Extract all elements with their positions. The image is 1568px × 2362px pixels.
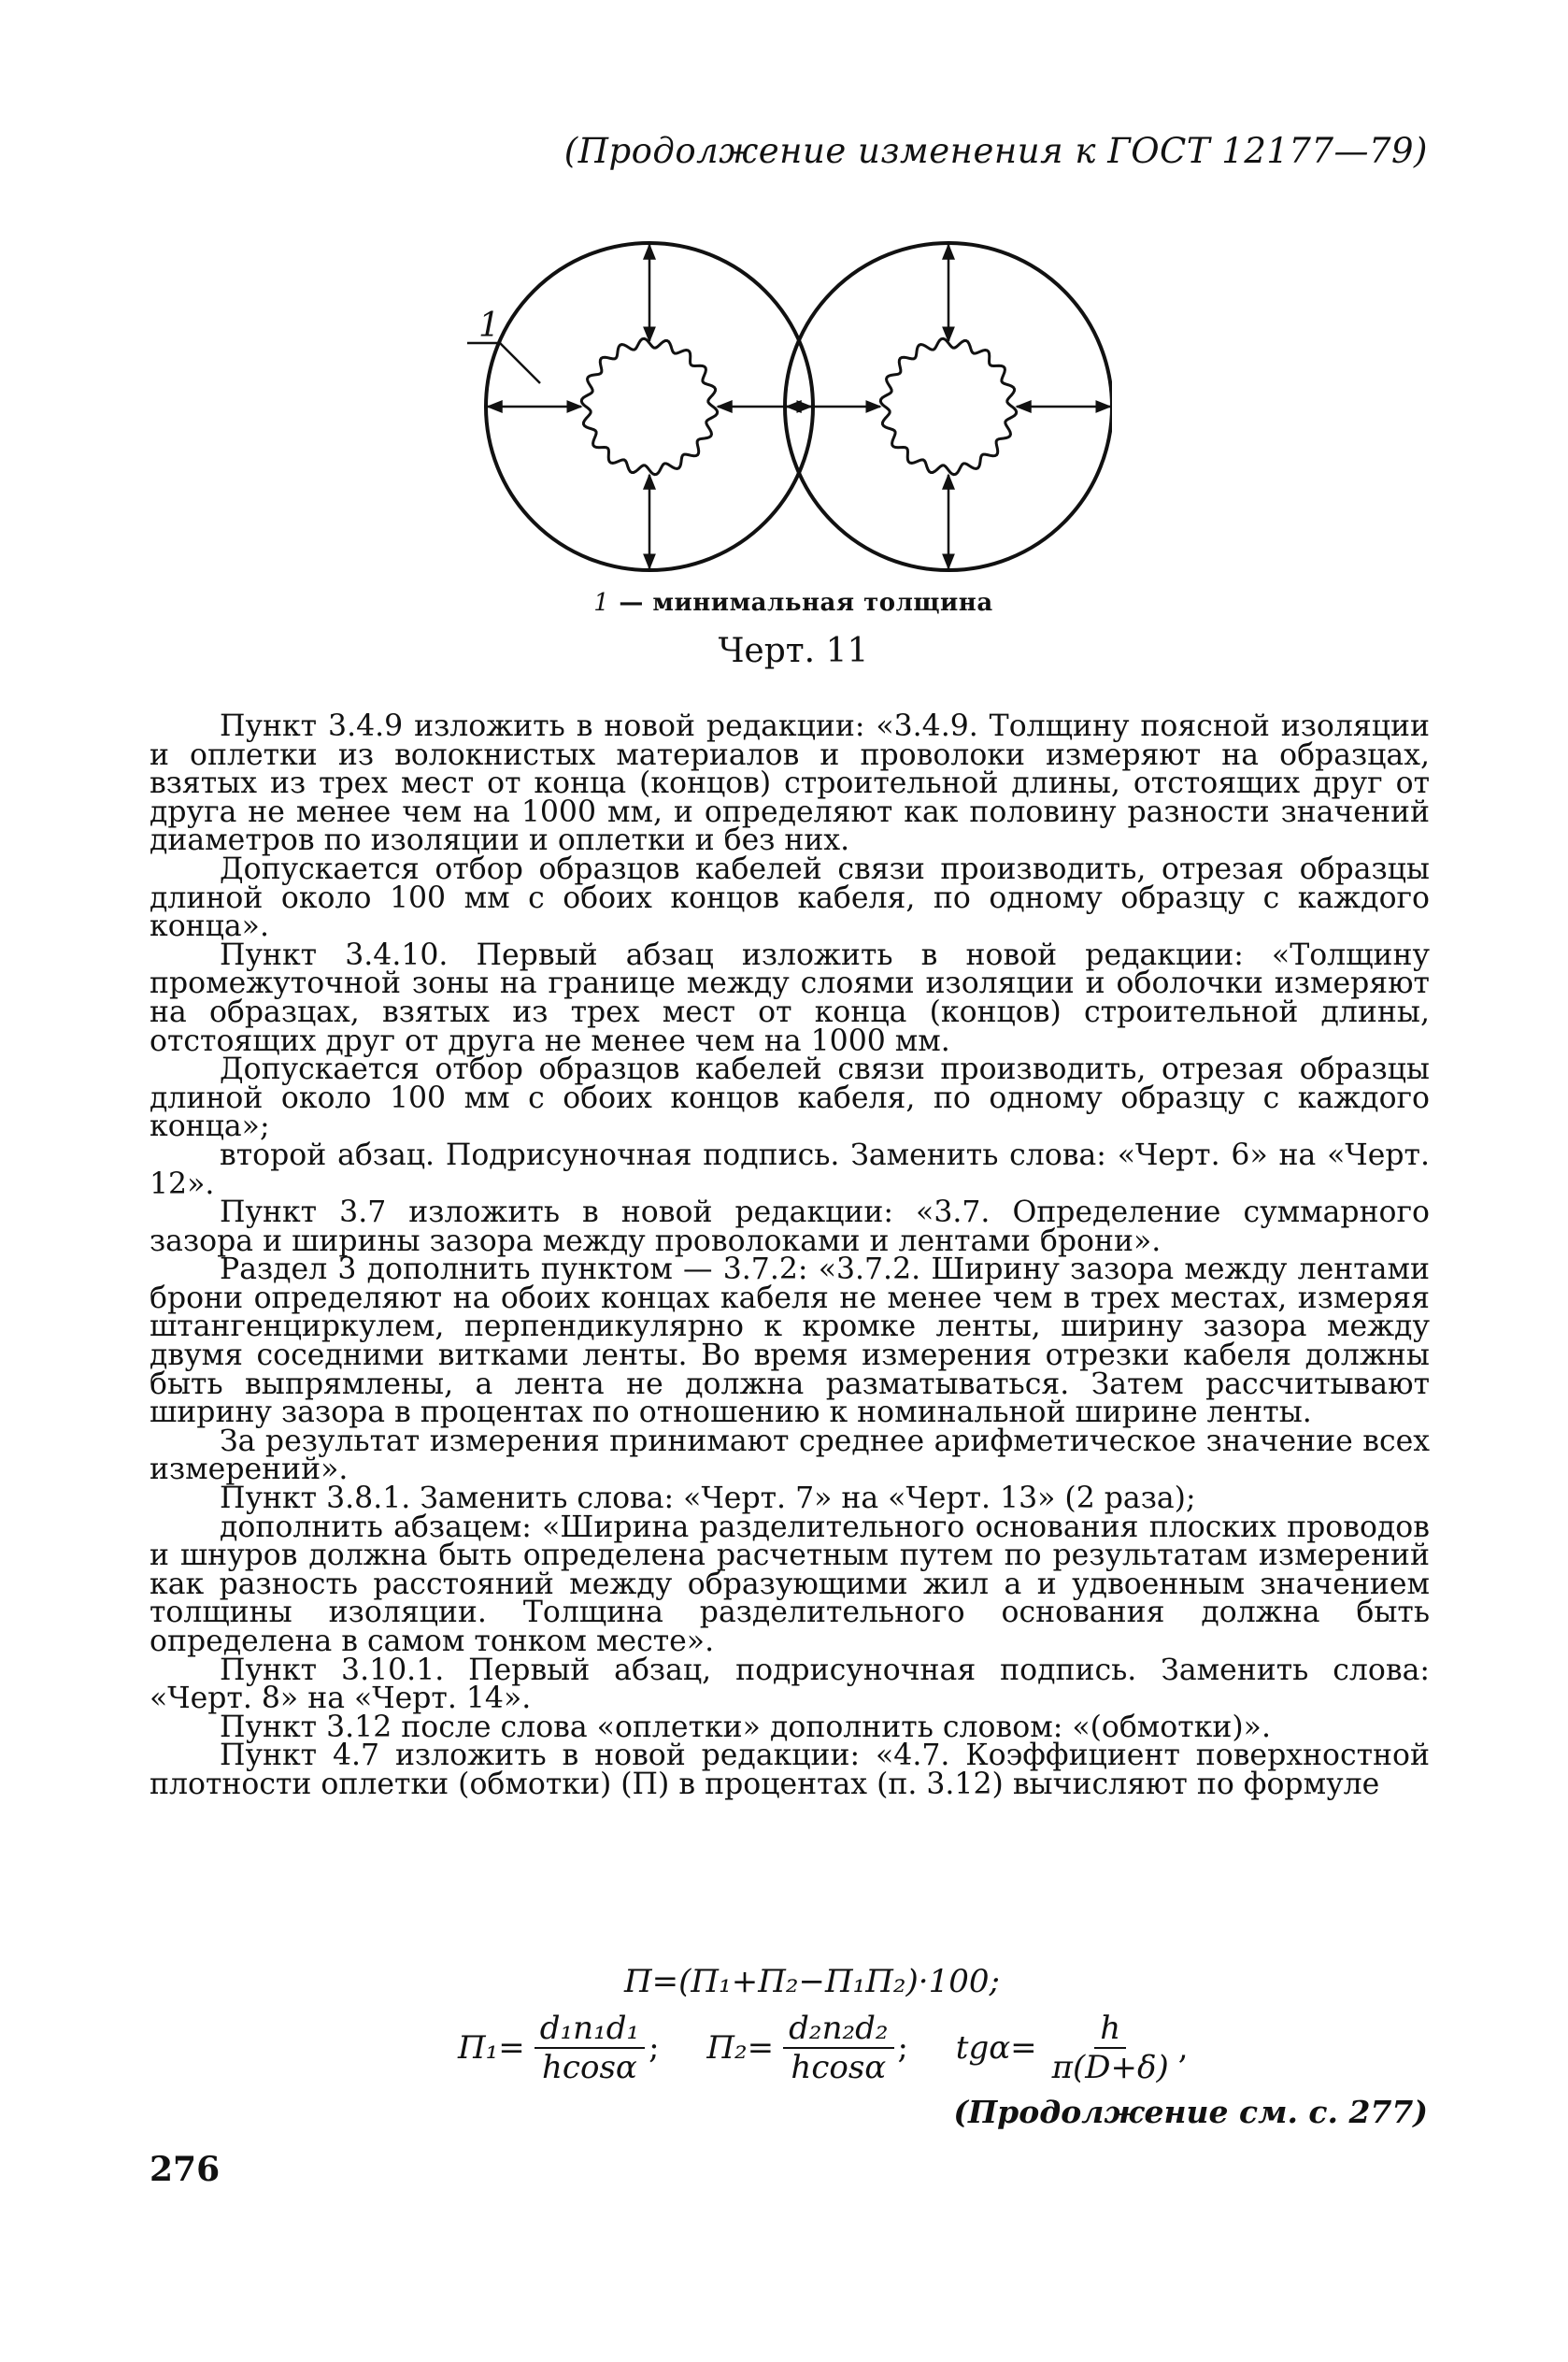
paragraph: Пункт 3.12 после слова «оплетки» дополнить словом: «(обмотки)». <box>220 1710 1271 1744</box>
paragraph: Пункт 3.4.10. Первый абзац изложить в новой редакции: «Толщину промежуточной зоны на границе между слоями изоляции и оболочки измеряют на образцах, взятых из трех мест от конца (концов) строительной длины, отстоящих друг от друга не менее чем на 1000 мм. <box>150 938 1430 1058</box>
paragraph: Пункт 3.4.9 изложить в новой редакции: «3.4.9. Толщину поясной изоляции и оплетки из волокнистых материалов и проволоки измеряют на образцах, взятых из трех мест от конца (концов) строительной длины, отстоящих друг от друга не менее чем на 1000 мм, и определяют как половину разности значений диаметров по изоляции и оплетки и без них. <box>150 709 1430 858</box>
figure-label: Черт. 11 <box>718 632 869 670</box>
figure-legend <box>0 589 1568 617</box>
fraction: $\frac{\text{d₂n₂d₂}}{hcos\alpha}$ <box>783 2010 893 2086</box>
paragraph: Раздел 3 дополнить пунктом — 3.7.2: «3.7.2. Ширину зазора между лентами брони определяют на обоих концах кабеля не менее чем в трех местах, измеряя штангенциркулем, перпендикулярно к кромке ленты, ширину зазора между двумя соседними витками ленты. Во время измерения отрезки кабеля должны быть выпрямлены, а лента не должна разматываться. Затем рассчитывают ширину зазора в процентах по отношению к номинальной ширине ленты. <box>150 1253 1430 1430</box>
paragraph: Допускается отбор образцов кабелей связи производить, отрезая образцы длиной около 100 мм с обоих концов кабеля, по одному образцу с каждого конца». <box>150 852 1430 944</box>
formula-p1: П₁= $\frac{\text{d₁n₁d₁}}{hcos\alpha}$ ; <box>458 2010 660 2086</box>
paragraph: Допускается отбор образцов кабелей связи производить, отрезая образцы длиной около 100 мм с обоих концов кабеля, по одному образцу с каждого конца»; <box>150 1052 1430 1144</box>
paragraph: Пункт 3.10.1. Первый абзац, подрисуночная подпись. Заменить слова: «Черт. 8» на «Черт. 14». <box>150 1653 1430 1716</box>
paragraph: дополнить абзацем: «Ширина разделительного основания плоских проводов и шнуров должна быть определена расчетным путем по результатам измерений как разность расстояний между образующими жил a и удвоенным значением толщины изоляции. Толщина разделительного основания должна быть определена в самом тонком месте». <box>150 1510 1430 1658</box>
paragraph: Пункт 3.7 изложить в новой редакции: «3.7. Определение суммарного зазора и ширины зазора между проволоками и лентами брони». <box>150 1195 1430 1258</box>
paragraph: второй абзац. Подрисуночная подпись. Заменить слова: «Черт. 6» на «Черт. 12». <box>150 1138 1430 1201</box>
figure-cable-cross-section <box>458 210 1112 594</box>
formula-p2: П₂= $\frac{\text{d₂n₂d₂}}{hcos\alpha}$ ; <box>706 2010 908 2086</box>
callout-number: 1 <box>478 307 500 345</box>
formula-tg: tgα= $\frac{h}{\pi(D+\delta)}$ , <box>955 2010 1189 2086</box>
right-conductor-outline <box>880 338 1016 474</box>
page-number: 276 <box>150 2150 221 2189</box>
formula-row <box>458 2010 1299 2094</box>
legend-text: — минимальная толщина <box>619 589 993 617</box>
paragraph: За результат измерения принимают среднее арифметическое значение всех измерений». <box>150 1424 1430 1487</box>
continuation-note: (Продолжение см. с. 277) <box>953 2094 1428 2130</box>
left-conductor-outline <box>581 338 717 474</box>
right-measurement-arrows <box>787 245 1110 568</box>
fraction: $\frac{h}{\pi(D+\delta)}$ <box>1051 2010 1169 2086</box>
paragraph: Пункт 3.8.1. Заменить слова: «Черт. 7» на «Черт. 13» (2 раза); <box>220 1482 1196 1516</box>
fraction: $\frac{\text{d₁n₁d₁}}{hcos\alpha}$ <box>535 2010 645 2086</box>
page-header: (Продолжение изменения к ГОСТ 12177—79) <box>563 131 1428 171</box>
formula-main: П=(П₁+П₂−П₁П₂)·100; <box>624 1963 1000 2000</box>
left-measurement-arrows <box>488 245 811 568</box>
body-text <box>150 709 1430 1801</box>
callout-leader <box>500 343 540 383</box>
paragraph: Пункт 4.7 изложить в новой редакции: «4.7. Коэффициент поверхностной плотности оплетки (обмотки) (П) в процентах (п. 3.12) вычисляют по формуле <box>150 1739 1430 1801</box>
legend-number: 1 <box>593 589 610 617</box>
